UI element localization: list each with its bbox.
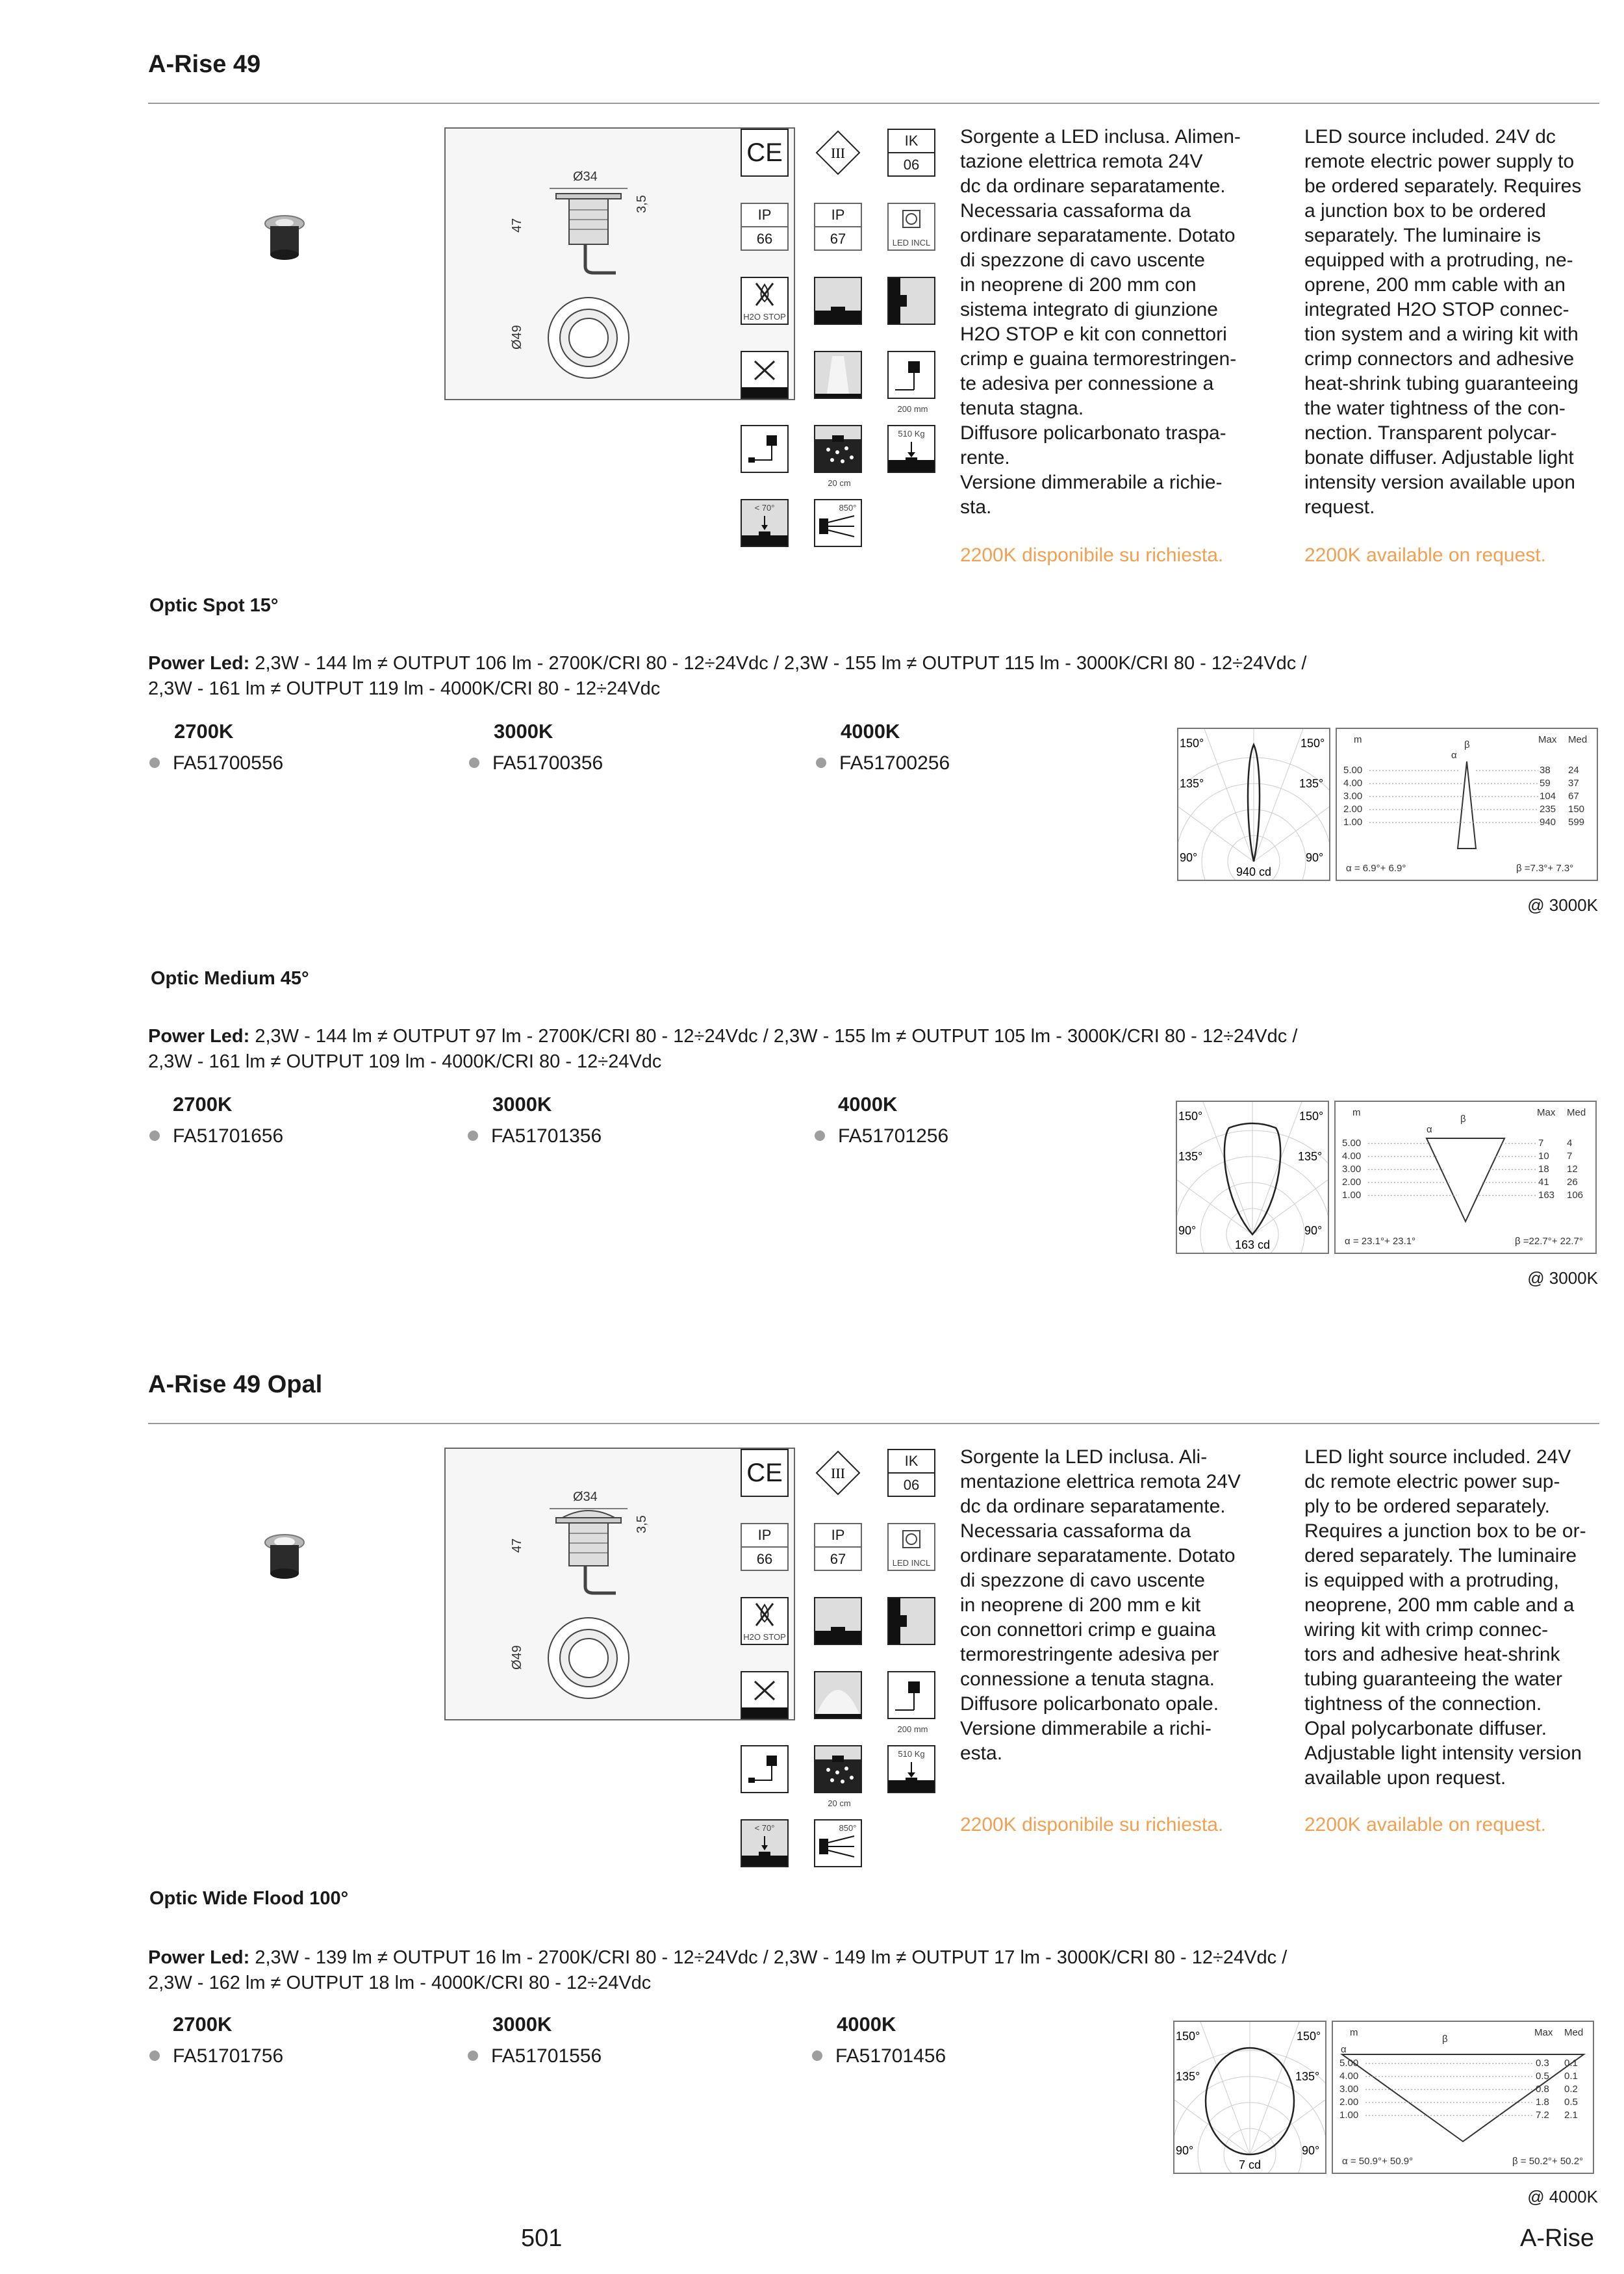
ik-icon: IK 06	[887, 1449, 935, 1497]
gravel-icon: 20 cm	[814, 425, 862, 473]
cct-header: 2700K	[174, 720, 234, 743]
polar-diagram	[1177, 728, 1330, 881]
description-it: Sorgente a LED inclusa. Alimen- tazione elettrica remota 24V dc da ordinare separatamente. Necessaria cassaforma da ordinare separatamente. Dotato di spezzone di cavo uscente in neoprene di 200 mm con sistema integrato di giunzione H2O STOP e kit con connettori crimp e guaina termorestringen- te adesiva per connessione a tenuta stagna. Diffusore policarbonato traspa- rente. Versione dimmerabile a richie- sta.	[960, 126, 1241, 518]
glow-wire-icon: 850°	[814, 499, 862, 547]
optic-title: Optic Wide Flood 100°	[149, 1888, 349, 1909]
availability-note-it: 2200K disponibile su richiesta.	[960, 544, 1224, 566]
glow-wire-icon: 850°	[814, 1819, 862, 1867]
svg-text:7 cd: 7 cd	[1238, 2158, 1262, 2171]
junction-icon	[741, 1745, 789, 1793]
svg-text:150°: 150°	[1300, 737, 1325, 750]
power-led-spec: Power Led: 2,3W - 139 lm ≠ OUTPUT 16 lm - 2700K/CRI 80 - 12÷24Vdc / 2,3W - 149 lm ≠ OUTPUT 17 lm - 3000K/CRI 80 - 12÷24Vdc / 2,3W - 162 lm ≠ OUTPUT 18 lm - 4000K/CRI 80 - 12÷24Vdc	[148, 1947, 1288, 1993]
junction-icon	[741, 425, 789, 473]
product-code[interactable]: FA51701256	[815, 1125, 948, 1147]
ip66-icon: IP 66	[741, 1523, 789, 1571]
polar-diagram	[1176, 1101, 1329, 1254]
svg-text:90°: 90°	[1176, 2144, 1194, 2157]
product-code[interactable]: FA51700556	[149, 752, 283, 774]
availability-note-it: 2200K disponibile su richiesta.	[960, 1814, 1224, 1835]
svg-text:90°: 90°	[1304, 1224, 1323, 1237]
cct-header: 2700K	[173, 1093, 233, 1116]
svg-text:Ø49: Ø49	[510, 1645, 524, 1670]
bullet-icon	[812, 2050, 822, 2061]
tilt-angle-icon: < 70°	[741, 499, 789, 547]
illuminance-table: m Max Med α β 5.00 4.00 3.00 2.00 1.00 0.3 0.5 0.8 1.8 7.2 0.1 0.1 0.2 0.5 2.1 α = 50.9°+ 50.9° β = 50.2°+ 50.2°	[1332, 2021, 1594, 2174]
bullet-icon	[149, 758, 160, 768]
bullet-icon	[468, 1131, 478, 1141]
svg-text:90°: 90°	[1178, 1224, 1197, 1237]
description-it: Sorgente la LED inclusa. Ali- mentazione elettrica remota 24V dc da ordinare separatamente. Necessaria cassaforma da ordinare separatamente. Dotato di spezzone di cavo uscente in neoprene di 200 mm e kit con connettori crimp e guaina termorestringente adesiva per connessione a tenuta stagna. Diffusore policarbonato opale. Versione dimmerabile a richi- esta.	[960, 1446, 1241, 1764]
svg-text:III: III	[831, 1465, 845, 1481]
bullet-icon	[815, 1131, 825, 1141]
svg-text:150°: 150°	[1176, 2030, 1200, 2043]
illuminance-table: m Max Med α β 5.00 4.00 3.00 2.00 1.00 7 10 18 41 163 4 7 12 26 106 α = 23.1°+ 23.1° β =22.7°+ 22.7°	[1334, 1101, 1597, 1254]
svg-text:90°: 90°	[1302, 2144, 1320, 2157]
section-title: A-Rise 49 Opal	[148, 1371, 323, 1398]
svg-text:Ø49: Ø49	[510, 325, 524, 350]
cct-header: 2700K	[173, 2013, 233, 2036]
bullet-icon	[149, 2050, 160, 2061]
availability-note-en: 2200K available on request.	[1304, 544, 1546, 566]
cct-header: 3000K	[492, 2013, 552, 2036]
svg-text:III: III	[831, 145, 845, 161]
led-included-icon: LED INCL	[887, 203, 935, 251]
product-image	[259, 1531, 311, 1583]
measurement-caption: @ 3000K	[1527, 1268, 1598, 1288]
gravel-icon: 20 cm	[814, 1745, 862, 1793]
svg-text:135°: 135°	[1176, 2070, 1200, 2083]
h2o-stop-icon: H2O STOP	[741, 1597, 789, 1645]
cct-header: 3000K	[494, 720, 553, 743]
divider	[148, 1423, 1599, 1424]
class-iii-icon	[814, 129, 862, 177]
section-title: A-Rise 49	[148, 51, 261, 78]
load-icon: 510 Kg	[887, 425, 935, 473]
svg-text:150°: 150°	[1178, 1110, 1203, 1123]
svg-text:150°: 150°	[1299, 1110, 1324, 1123]
ip67-icon: IP 67	[814, 1523, 862, 1571]
recessed-icon	[814, 277, 862, 325]
illuminance-table: m Max Med α β 5.00 4.00 3.00 2.00 1.00 38 59 104 235 940 24 37 67 150 599 α = 6.9°+ 6.9° β =7.3°+ 7.3°	[1336, 728, 1598, 881]
wall-icon	[887, 1597, 935, 1645]
svg-text:Ø34: Ø34	[573, 1490, 598, 1504]
optic-title: Optic Spot 15°	[149, 595, 279, 616]
svg-text:135°: 135°	[1178, 1150, 1203, 1163]
recessed-icon	[814, 1597, 862, 1645]
no-cover-icon	[741, 351, 789, 399]
product-code[interactable]: FA51701656	[149, 1125, 283, 1147]
beam-icon	[814, 351, 862, 399]
cct-header: 4000K	[838, 1093, 898, 1116]
measurement-caption: @ 3000K	[1527, 895, 1598, 915]
svg-text:135°: 135°	[1295, 2070, 1320, 2083]
wall-icon	[887, 277, 935, 325]
ce-icon: CE	[741, 129, 789, 177]
cct-header: 4000K	[837, 2013, 896, 2036]
svg-text:135°: 135°	[1299, 777, 1324, 790]
bullet-icon	[149, 1131, 160, 1141]
bullet-icon	[816, 758, 826, 768]
power-led-spec: Power Led: 2,3W - 144 lm ≠ OUTPUT 106 lm - 2700K/CRI 80 - 12÷24Vdc / 2,3W - 155 lm ≠ OUTPUT 115 lm - 3000K/CRI 80 - 12÷24Vdc / 2,3W - 161 lm ≠ OUTPUT 119 lm - 4000K/CRI 80 - 12÷24Vdc	[148, 653, 1307, 699]
tilt-angle-icon: < 70°	[741, 1819, 789, 1867]
svg-text:135°: 135°	[1180, 777, 1204, 790]
availability-note-en: 2200K available on request.	[1304, 1814, 1546, 1835]
polar-diagram	[1173, 2021, 1326, 2174]
bullet-icon	[468, 2050, 478, 2061]
power-led-spec: Power Led: 2,3W - 144 lm ≠ OUTPUT 97 lm - 2700K/CRI 80 - 12÷24Vdc / 2,3W - 155 lm ≠ OUTPUT 105 lm - 3000K/CRI 80 - 12÷24Vdc / 2,3W - 161 lm ≠ OUTPUT 109 lm - 4000K/CRI 80 - 12÷24Vdc	[148, 1026, 1298, 1072]
no-cover-icon	[741, 1671, 789, 1719]
cct-header: 3000K	[492, 1093, 552, 1116]
description-en: LED light source included. 24V dc remote electric power sup- ply to be ordered separately. Requires a junction box to be or- dered separately. The luminaire is equipped with a protruding, neoprene, 200 mm cable and a wiring kit with crimp connec- tors and adhesive heat-shrink tubing guaranteeing the water tightness of the connection. Opal polycarbonate diffuser. Adjustable light intensity version available upon request.	[1304, 1446, 1586, 1789]
svg-text:90°: 90°	[1180, 851, 1198, 864]
bullet-icon	[469, 758, 479, 768]
svg-text:135°: 135°	[1298, 1150, 1323, 1163]
svg-text:163 cd: 163 cd	[1234, 1238, 1271, 1251]
footer-family: A-Rise	[1520, 2225, 1595, 2252]
ip66-icon: IP 66	[741, 203, 789, 251]
svg-text:150°: 150°	[1180, 737, 1204, 750]
cct-header: 4000K	[841, 720, 900, 743]
svg-text:90°: 90°	[1306, 851, 1324, 864]
product-code[interactable]: FA51701356	[468, 1125, 602, 1147]
diffuse-beam-icon	[814, 1671, 862, 1719]
svg-text:940 cd: 940 cd	[1236, 865, 1272, 878]
optic-title: Optic Medium 45°	[151, 968, 309, 989]
product-image	[259, 212, 311, 264]
product-code[interactable]: FA51701556	[468, 2045, 602, 2067]
cable-length-icon: 200 mm	[887, 1671, 935, 1719]
svg-text:3,5: 3,5	[635, 195, 649, 213]
class-iii-icon	[814, 1449, 862, 1497]
description-en: LED source included. 24V dc remote electric power supply to be ordered separately. Requires a junction box to be ordered separately. The luminaire is equipped with a protruding, ne- oprene, 200 mm cable with an integrated H2O STOP connec- tion system and a wiring kit with crimp connectors and adhesive heat-shrink tubing guaranteeing the water tightness of the con- nection. Transparent polycar- bonate diffuser. Adjustable light intensity version available upon request.	[1304, 126, 1582, 518]
ik-icon: IK 06	[887, 129, 935, 177]
load-icon: 510 Kg	[887, 1745, 935, 1793]
product-code[interactable]: FA51700256	[816, 752, 950, 774]
svg-text:150°: 150°	[1297, 2030, 1321, 2043]
svg-text:47: 47	[510, 1538, 524, 1553]
svg-text:3,5: 3,5	[635, 1515, 649, 1533]
dim-top: Ø34	[573, 170, 598, 184]
h2o-stop-icon: H2O STOP	[741, 277, 789, 325]
measurement-caption: @ 4000K	[1527, 2187, 1598, 2206]
cable-length-icon: 200 mm	[887, 351, 935, 399]
page-number: 501	[521, 2225, 563, 2252]
svg-text:47: 47	[510, 218, 524, 233]
divider	[148, 103, 1599, 104]
product-code[interactable]: FA51701756	[149, 2045, 283, 2067]
led-included-icon: LED INCL	[887, 1523, 935, 1571]
ce-icon: CE	[741, 1449, 789, 1497]
product-code[interactable]: FA51701456	[812, 2045, 946, 2067]
product-code[interactable]: FA51700356	[469, 752, 603, 774]
ip67-icon: IP 67	[814, 203, 862, 251]
